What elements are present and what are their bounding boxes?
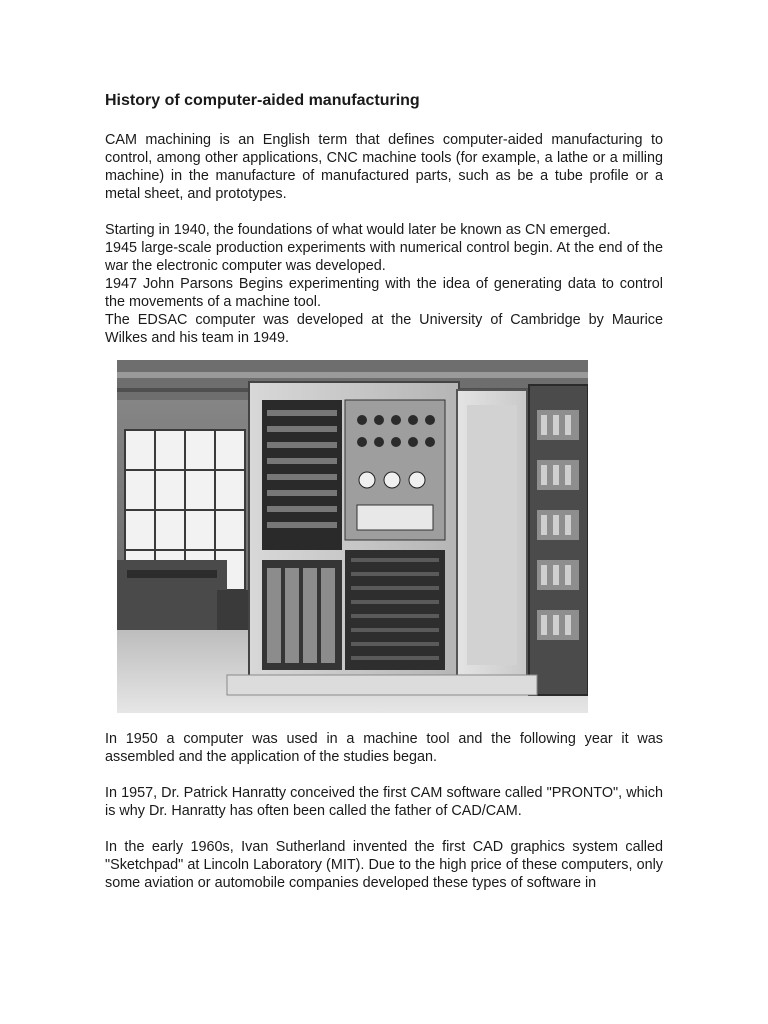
document-page [105, 90, 663, 347]
paragraph-1960s: In the early 1960s, Ivan Sutherland invented the first CAD graphics system called "Sketchpad" at Lincoln Laboratory (MIT). Due to the high price of these computers, only some aviation or automobile companies developed these types of software in [105, 839, 663, 891]
document-title: History of computer-aided manufacturing [105, 92, 420, 109]
paragraph-cam-definition: CAM machining is an English term that defines computer-aided manufacturing to control, among other applications, CNC machine tools (for example, a lathe or a milling machine) in the manufacture of manufactured parts, such as be a tube profile or a metal sheet, and prototypes. [105, 132, 663, 202]
paragraph-1950: In 1950 a computer was used in a machine tool and the following year it was assembled and the application of the studies began. [105, 731, 663, 765]
document-lower-section [105, 730, 663, 910]
edsac-computer-photo [117, 360, 588, 713]
paragraph-1947: 1947 John Parsons Begins experimenting with the idea of generating data to control the movements of a machine tool. [105, 276, 663, 310]
paragraph-1940: Starting in 1940, the foundations of what would later be known as CN emerged. [105, 222, 611, 238]
paragraph-1945: 1945 large-scale production experiments with numerical control begin. At the end of the war the electronic computer was developed. [105, 240, 663, 274]
paragraph-1957: In 1957, Dr. Patrick Hanratty conceived the first CAM software called "PRONTO", which is why Dr. Hanratty has often been called the father of CAD/CAM. [105, 785, 663, 819]
paragraph-edsac: The EDSAC computer was developed at the University of Cambridge by Maurice Wilkes and his team in 1949. [105, 312, 663, 346]
